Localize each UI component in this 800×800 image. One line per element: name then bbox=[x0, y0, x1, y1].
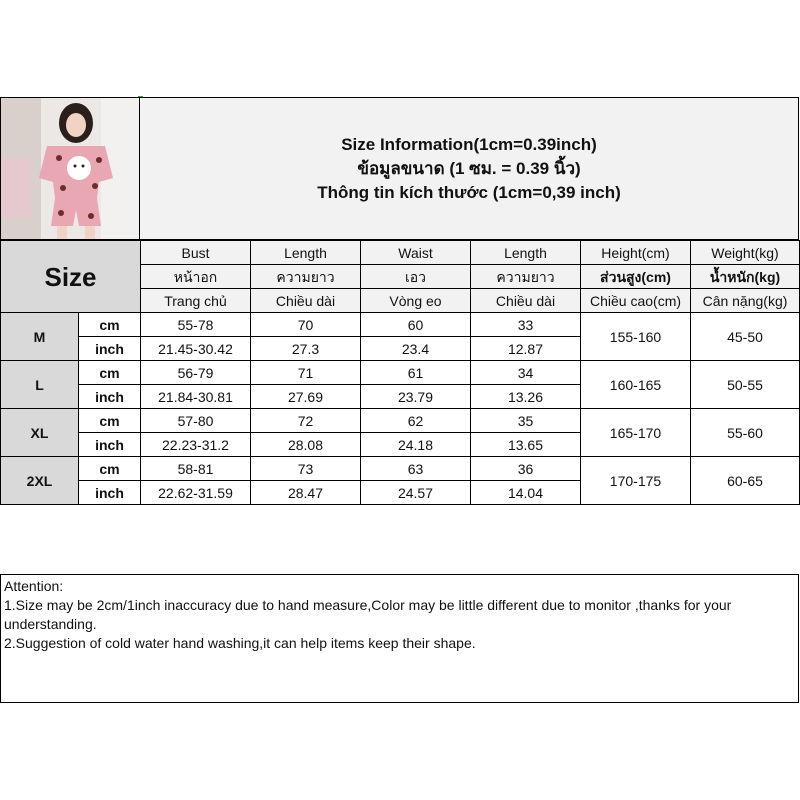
product-photo bbox=[0, 97, 140, 240]
unit-cm-label: cm bbox=[79, 313, 141, 337]
size-label: 2XL bbox=[1, 457, 79, 505]
size-info-english: Size Information(1cm=0.39inch) bbox=[341, 134, 597, 154]
col-header-weight: Weight(kg) bbox=[691, 241, 800, 265]
size-info-vietnamese: Thông tin kích thước (1cm=0,39 inch) bbox=[317, 182, 621, 202]
cell-length-inch: 27.69 bbox=[251, 385, 361, 409]
col-header-length-th: ความยาว bbox=[251, 265, 361, 289]
cell-length-inch: 27.3 bbox=[251, 337, 361, 361]
attention-note-2: 2.Suggestion of cold water hand washing,it can help items keep their shape. bbox=[4, 635, 476, 651]
col-header-height-th: ส่วนสูง(cm) bbox=[581, 265, 691, 289]
cell-height: 155-160 bbox=[581, 313, 691, 361]
col-header-weight-vi: Cân nặng(kg) bbox=[691, 289, 800, 313]
attention-title: Attention: bbox=[4, 578, 64, 594]
unit-inch-label: inch bbox=[79, 337, 141, 361]
cell-weight: 60-65 bbox=[691, 457, 800, 505]
cell-length-2-cm: 36 bbox=[471, 457, 581, 481]
cell-height: 170-175 bbox=[581, 457, 691, 505]
unit-inch-label: inch bbox=[79, 385, 141, 409]
size-header: Size bbox=[1, 241, 141, 313]
cell-bust-inch: 21.45-30.42 bbox=[141, 337, 251, 361]
cell-length-2-cm: 34 bbox=[471, 361, 581, 385]
size-label: XL bbox=[1, 409, 79, 457]
size-information-banner bbox=[140, 97, 799, 240]
cell-waist-inch: 23.79 bbox=[361, 385, 471, 409]
size-label: L bbox=[1, 361, 79, 409]
cell-waist-cm: 62 bbox=[361, 409, 471, 433]
cell-length-cm: 72 bbox=[251, 409, 361, 433]
cell-waist-cm: 63 bbox=[361, 457, 471, 481]
size-chart bbox=[0, 97, 799, 703]
col-header-bust-vi: Trang chủ bbox=[141, 289, 251, 313]
cell-length-2-inch: 13.26 bbox=[471, 385, 581, 409]
cell-weight: 45-50 bbox=[691, 313, 800, 361]
col-header-length-2-th: ความยาว bbox=[471, 265, 581, 289]
model-photo-illustration bbox=[1, 98, 140, 240]
unit-cm-label: cm bbox=[79, 409, 141, 433]
table-row bbox=[1, 361, 800, 385]
cell-weight: 55-60 bbox=[691, 409, 800, 457]
attention-notes bbox=[0, 574, 799, 703]
col-header-height: Height(cm) bbox=[581, 241, 691, 265]
cell-length-cm: 70 bbox=[251, 313, 361, 337]
size-info-thai: ข้อมูลขนาด (1 ซม. = 0.39 นิ้ว) bbox=[357, 158, 581, 178]
cell-length-cm: 73 bbox=[251, 457, 361, 481]
cell-bust-inch: 22.23-31.2 bbox=[141, 433, 251, 457]
table-row bbox=[1, 457, 800, 481]
unit-inch-label: inch bbox=[79, 481, 141, 505]
cell-waist-inch: 23.4 bbox=[361, 337, 471, 361]
unit-cm-label: cm bbox=[79, 361, 141, 385]
table-row bbox=[1, 409, 800, 433]
cell-weight: 50-55 bbox=[691, 361, 800, 409]
cell-length-2-inch: 13.65 bbox=[471, 433, 581, 457]
cell-bust-inch: 21.84-30.81 bbox=[141, 385, 251, 409]
size-table bbox=[0, 240, 800, 505]
cell-length-2-inch: 12.87 bbox=[471, 337, 581, 361]
cell-height: 165-170 bbox=[581, 409, 691, 457]
col-header-waist-th: เอว bbox=[361, 265, 471, 289]
col-header-height-vi: Chiều cao(cm) bbox=[581, 289, 691, 313]
cell-bust-cm: 57-80 bbox=[141, 409, 251, 433]
cell-length-2-cm: 35 bbox=[471, 409, 581, 433]
cell-length-2-inch: 14.04 bbox=[471, 481, 581, 505]
cell-length-inch: 28.08 bbox=[251, 433, 361, 457]
table-row bbox=[1, 313, 800, 337]
cell-bust-cm: 58-81 bbox=[141, 457, 251, 481]
cell-waist-inch: 24.57 bbox=[361, 481, 471, 505]
cell-length-2-cm: 33 bbox=[471, 313, 581, 337]
col-header-bust-th: หน้าอก bbox=[141, 265, 251, 289]
unit-inch-label: inch bbox=[79, 433, 141, 457]
cell-bust-cm: 56-79 bbox=[141, 361, 251, 385]
cell-length-cm: 71 bbox=[251, 361, 361, 385]
cell-height: 160-165 bbox=[581, 361, 691, 409]
col-header-length-vi: Chiều dài bbox=[251, 289, 361, 313]
cell-length-inch: 28.47 bbox=[251, 481, 361, 505]
col-header-weight-th: น้ำหนัก(kg) bbox=[691, 265, 800, 289]
col-header-bust: Bust bbox=[141, 241, 251, 265]
col-header-length-2-vi: Chiều dài bbox=[471, 289, 581, 313]
cell-bust-inch: 22.62-31.59 bbox=[141, 481, 251, 505]
col-header-length: Length bbox=[251, 241, 361, 265]
cell-bust-cm: 55-78 bbox=[141, 313, 251, 337]
unit-cm-label: cm bbox=[79, 457, 141, 481]
cell-waist-cm: 60 bbox=[361, 313, 471, 337]
col-header-length-2: Length bbox=[471, 241, 581, 265]
cell-waist-cm: 61 bbox=[361, 361, 471, 385]
attention-note-1: 1.Size may be 2cm/1inch inaccuracy due to hand measure,Color may be little different due to monitor ,thanks for your understanding. bbox=[4, 597, 732, 632]
col-header-waist-vi: Vòng eo bbox=[361, 289, 471, 313]
size-label: M bbox=[1, 313, 79, 361]
cell-waist-inch: 24.18 bbox=[361, 433, 471, 457]
col-header-waist: Waist bbox=[361, 241, 471, 265]
